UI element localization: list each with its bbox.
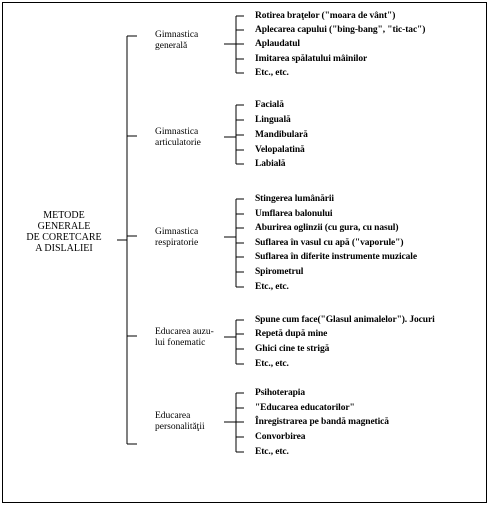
list-item: Repetă după mine bbox=[255, 329, 328, 339]
list-item: Psihoterapia bbox=[255, 388, 305, 398]
list-item: Linguală bbox=[255, 115, 291, 125]
category-label-line: generală bbox=[155, 41, 188, 51]
list-item: Velopalatină bbox=[255, 145, 305, 155]
list-item: Spirometrul bbox=[255, 267, 304, 277]
list-item: "Educarea educatorilor" bbox=[255, 403, 355, 413]
category-label-line: Gimnastica bbox=[155, 127, 199, 137]
list-item: Etc., etc. bbox=[255, 447, 289, 457]
list-item: Mandibulară bbox=[255, 130, 308, 140]
list-item: Înregistrarea pe bandă magnetică bbox=[255, 417, 389, 427]
category-label-line: personalităţii bbox=[155, 422, 205, 432]
list-item: Aplaudatul bbox=[255, 39, 300, 49]
list-item: Spune cum face("Glasul animalelor"). Jocuri bbox=[255, 315, 435, 325]
root-title-line: GENERALE bbox=[37, 221, 91, 232]
list-item: Etc., etc. bbox=[255, 68, 289, 78]
list-item: Suflarea în vasul cu apă ("vaporule") bbox=[255, 238, 404, 248]
category-label-line: Gimnastica bbox=[155, 30, 199, 40]
list-item: Convorbirea bbox=[255, 432, 306, 442]
root-title bbox=[8, 210, 120, 254]
list-item: Etc., etc. bbox=[255, 282, 289, 292]
root-title-line: DE CORETCARE bbox=[26, 232, 102, 243]
list-item: Imitarea spălatului mâinilor bbox=[255, 54, 368, 64]
list-item: Umflarea balonului bbox=[255, 209, 333, 219]
category-label-line: Educarea bbox=[155, 411, 191, 421]
list-item: Rotirea braţelor ("moara de vânt") bbox=[255, 11, 396, 21]
list-item: Facială bbox=[255, 100, 284, 110]
category-label-line: respiratorie bbox=[155, 238, 199, 248]
list-item: Stingerea lumânării bbox=[255, 194, 334, 204]
list-item: Aburirea oglinzii (cu gura, cu nasul) bbox=[255, 223, 399, 233]
category-gimnastica-articulatorie bbox=[155, 127, 201, 149]
root-title-line: A DISLALIEI bbox=[35, 243, 93, 254]
category-educarea-personalitatii bbox=[155, 411, 205, 433]
category-gimnastica-respiratorie bbox=[155, 227, 198, 249]
category-label-line: Gimnastica bbox=[155, 227, 199, 237]
list-item: Suflarea în diferite instrumente muzicale bbox=[255, 252, 417, 262]
category-label-line: lui fonematic bbox=[155, 338, 206, 348]
root-title-line: METODE bbox=[43, 210, 85, 221]
category-educarea-auzului-fonematic bbox=[155, 327, 214, 349]
list-item: Labială bbox=[255, 159, 286, 169]
list-item: Aplecarea capului ("bing-bang", "tic-tac") bbox=[255, 25, 426, 35]
category-label-line: articulatorie bbox=[155, 138, 201, 148]
category-gimnastica-generala bbox=[155, 30, 198, 52]
list-item: Etc., etc. bbox=[255, 359, 289, 369]
list-item: Ghici cine te strigă bbox=[255, 344, 330, 354]
category-label-line: Educarea auzu- bbox=[155, 327, 214, 337]
